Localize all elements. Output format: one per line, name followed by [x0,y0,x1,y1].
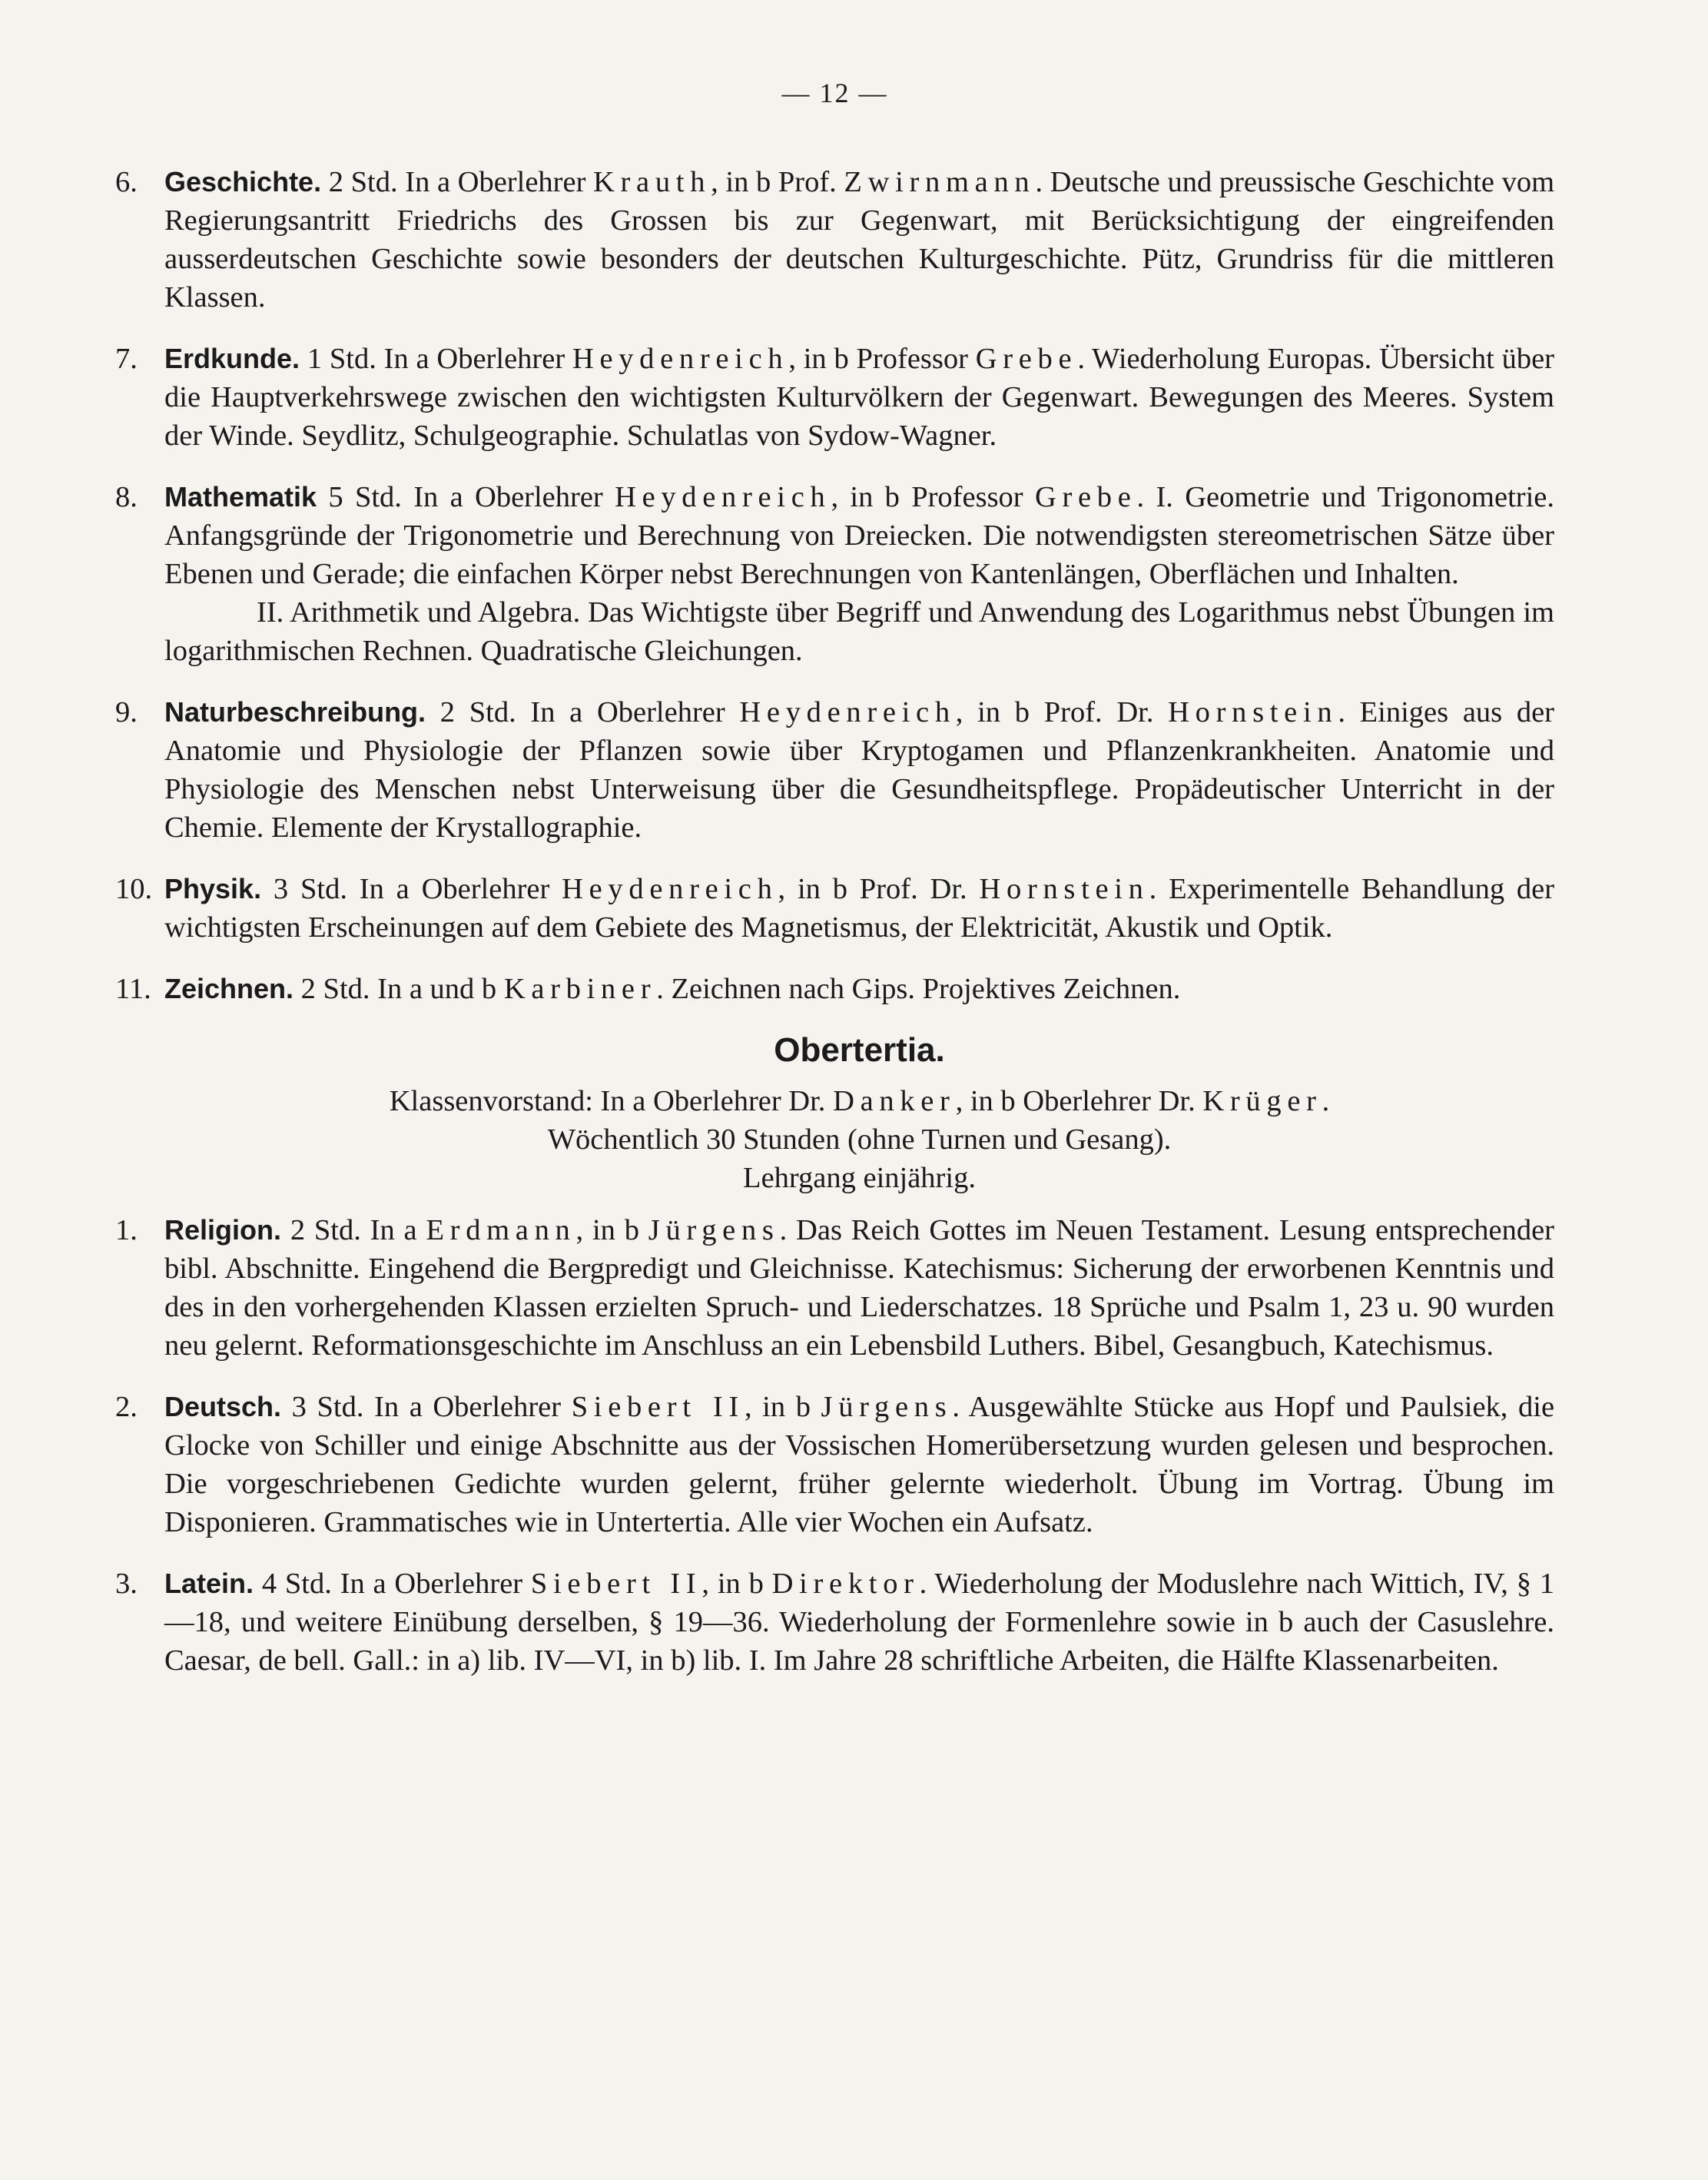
teacher-name: Heydenreich [572,343,789,375]
subject-description: . Deutsche und preussische Geschichte vom Regierungsantritt Friedrichs des Grossen bis zur Gegenwart, mit Berücksichtigung der eingreifenden ausserdeutschen Geschichte sowie besonders der deutschen Kulturgeschichte. Pütz, Grundriss für die mittleren Klassen. [164,166,1555,314]
subject-hours: 2 Std. [439,696,516,728]
teacher-text: , in b [575,1214,639,1246]
course-length-line: Lehrgang einjährig. [743,1162,976,1194]
subject-hours: 1 Std. [307,343,376,375]
subject-number: 2. [115,1391,138,1423]
subject-title: Naturbeschreibung. [164,696,426,728]
class-teacher-name: Krüger [1202,1085,1322,1117]
subject-hours: 3 Std. [291,1391,364,1423]
teacher-name: Direktor [771,1568,920,1600]
class-teacher-text: Klassenvorstand: In a Oberlehrer Dr. [389,1085,826,1117]
subject-description: . Einiges aus der Anatomie und Physiologie der Pflanzen sowie über Kryptogamen und Pflanzenkrankheiten. Anatomie und Physiologie des Menschen nebst Unterweisung über die Gesundheitspflege. Propädeutischer Unterricht in der Chemie. Elemente der Krystallographie. [164,696,1555,844]
subject-erdkunde [115,340,1554,455]
subject-number: 9. [115,696,138,728]
subject-description-part-2: II. Arithmetik und Algebra. Das Wichtigste über Begriff und Anwendung des Logarithmus nebst Übungen im logarithmischen Rechnen. Quadratische Gleichungen. [164,596,1554,667]
subject-physik [115,870,1554,947]
teacher-name: Krauth [593,166,711,198]
teacher-text: , in b Professor [788,343,968,375]
subject-number: 10. [115,873,153,905]
subject-number: 6. [115,166,138,198]
class-teacher-line [115,1082,1554,1120]
subject-hours: 2 Std. [290,1214,361,1246]
teacher-name: Erdmann [426,1214,576,1246]
teacher-name: Zwirnmann [844,166,1036,198]
teacher-text: , in b Prof. Dr. [778,873,967,905]
subject-number: 7. [115,343,138,375]
teacher-text: , in b Professor [831,481,1023,513]
subject-title: Erdkunde. [164,343,300,374]
teacher-name: Heydenreich [562,873,778,905]
subject-description: . Ausgewählte Stücke aus Hopf und Paulsiek, die Glocke von Schiller und einige Abschnitte aus der Vossischen Homerübersetzung wurden gelesen und besprochen. Die vorgeschriebenen Gedichte wurden gelernt, früher gelernte wiederholt. Übung im Vortrag. Übung im Disponieren. Grammatisches wie in Untertertia. Alle vier Wochen ein Aufsatz. [164,1391,1555,1538]
subject-number: 3. [115,1568,138,1600]
subject-number: 1. [115,1214,138,1246]
subject-mathematik [115,478,1554,670]
subject-hours: 3 Std. [273,873,347,905]
class-info [115,1082,1554,1197]
teacher-text: In a [370,1214,417,1246]
subject-title: Latein. [164,1568,254,1599]
teacher-text: In a Oberlehrer [413,481,603,513]
teacher-text: In a und b [377,973,497,1005]
subject-title: Deutsch. [164,1391,282,1422]
class-teacher-text: . [1322,1085,1330,1117]
subject-hours: 5 Std. [328,481,402,513]
subject-title: Geschichte. [164,166,322,197]
subject-title: Physik. [164,873,262,904]
class-teacher-name: Danker [833,1085,956,1117]
subject-description: . Das Reich Gottes im Neuen Testament. Lesung entsprechender bibl. Abschnitte. Eingehend die Bergpredigt und Gleichnisse. Katechismus: Sicherung der erworbenen Kenntnis und des in den vorhergehenden Klassen erzielten Spruch- und Liederschatzes. 18 Sprüche und Psalm 1, 23 u. 90 wurden neu gelernt. Reformationsgeschichte im Anschluss an ein Lebensbild Luthers. Bibel, Gesangbuch, Katechismus. [164,1214,1554,1362]
teacher-text: , in b Prof. [711,166,837,198]
subject-list [115,163,1554,1008]
teacher-name: Grebe [1034,481,1137,513]
subject-title: Zeichnen. [164,973,294,1004]
subject-title: Mathematik [164,481,317,513]
teacher-name: Jürgens [821,1391,953,1423]
teacher-name: Siebert II [530,1568,702,1600]
subject-description: . Experimentelle Behandlung der wichtigsten Erscheinungen auf dem Gebiete des Magnetismus, der Elektricität, Akustik und Optik. [164,873,1555,944]
teacher-name: Heydenreich [615,481,831,513]
subject-hours: 2 Std. [328,166,398,198]
class-teacher-text: , in b Oberlehrer Dr. [955,1085,1196,1117]
teacher-name: Hornstein [979,873,1149,905]
teacher-text: In a Oberlehrer [405,166,586,198]
page-number: — 12 — [781,78,888,108]
teacher-name: Grebe [975,343,1078,375]
teacher-name: Karbiner [503,973,657,1005]
obertertia-subject-list [115,1211,1554,1680]
subject-description: . Zeichnen nach Gips. Projektives Zeichnen. [656,973,1181,1005]
teacher-text: In a Oberlehrer [374,1391,562,1423]
subject-description: . Wiederholung der Moduslehre nach Wittich, IV, § 1—18, und weitere Einübung derselben, § 19—36. Wiederholung der Formenlehre sowie in b auch der Casuslehre. Caesar, de bell. Gall.: in a) lib. IV—VI, in b) lib. I. Im Jahre 28 schriftliche Arbeiten, die Hälfte Klassenarbeiten. [164,1568,1555,1677]
subject-zeichnen [115,970,1554,1008]
subject-geschichte [115,163,1554,317]
teacher-text: , in b [701,1568,764,1600]
subject-naturbeschreibung [115,693,1554,847]
weekly-hours-line: Wöchentlich 30 Stunden (ohne Turnen und Gesang). [547,1123,1172,1156]
teacher-text: In a Oberlehrer [530,696,725,728]
subject-description: . Wiederholung Europas. Übersicht über die Hauptverkehrswege zwischen den wichtigsten Kulturvölkern der Gegenwart. Bewegungen des Meeres. System der Winde. Seydlitz, Schulgeographie. Schulatlas von Sydow-Wagner. [164,343,1554,452]
teacher-text: In a Oberlehrer [340,1568,523,1600]
subject-hours: 2 Std. [300,973,370,1005]
subject-description: . I. Geometrie und Trigonometrie. Anfangsgründe der Trigonometrie und Berechnung von Dreiecken. Die notwendigsten stereometrischen Sätze über Ebenen und Gerade; die einfachen Körper nebst Berechnungen von Kantenlängen, Oberflächen und Inhalten. [164,481,1554,590]
section-title-obertertia: Obertertia. [774,1031,945,1069]
subject-deutsch [115,1388,1554,1541]
teacher-text: In a Oberlehrer [359,873,550,905]
subject-religion [115,1211,1554,1365]
subject-title: Religion. [164,1214,281,1246]
teacher-text: , in b Prof. Dr. [955,696,1154,728]
teacher-text: , in b [744,1391,811,1423]
subject-number: 11. [115,973,151,1005]
teacher-name: Heydenreich [739,696,956,728]
subject-latein [115,1564,1554,1680]
teacher-text: In a Oberlehrer [383,343,565,375]
subject-number: 8. [115,481,138,513]
teacher-name: Siebert II [571,1391,745,1423]
teacher-name: Hornstein [1168,696,1338,728]
subject-hours: 4 Std. [261,1568,332,1600]
teacher-name: Jürgens [648,1214,780,1246]
